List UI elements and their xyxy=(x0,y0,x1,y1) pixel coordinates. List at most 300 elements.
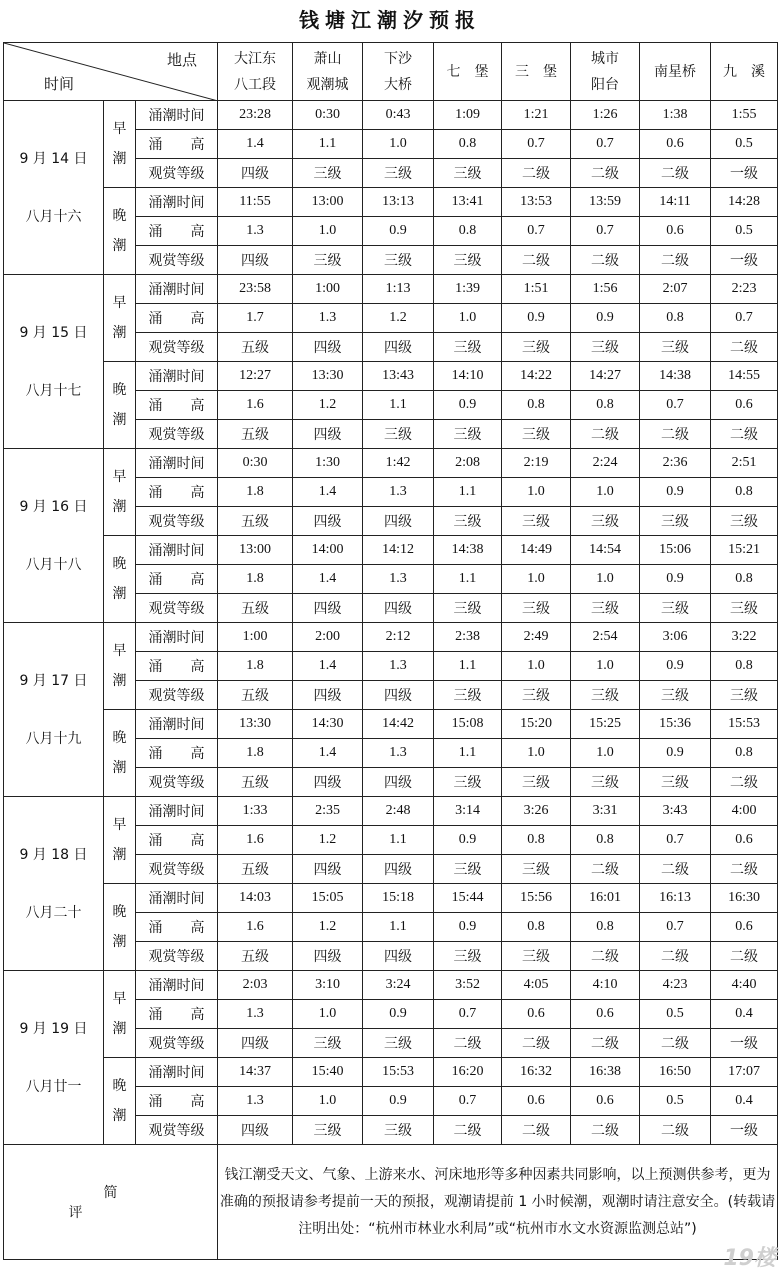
value-cell: 二级 xyxy=(502,159,571,188)
lunar-date: 八月廿一 xyxy=(25,1078,82,1095)
value-cell: 3:43 xyxy=(640,797,711,826)
row-label: 观赏等级 xyxy=(136,855,218,884)
session-char: 晚 xyxy=(112,730,127,746)
value-cell: 四级 xyxy=(363,681,434,710)
value-cell: 0.6 xyxy=(640,217,711,246)
row-label: 涌潮时间 xyxy=(136,101,218,130)
value-cell: 三级 xyxy=(640,594,711,623)
value-cell: 1.4 xyxy=(293,652,363,681)
value-cell: 2:38 xyxy=(434,623,502,652)
value-cell: 14:03 xyxy=(218,884,293,913)
value-cell: 15:53 xyxy=(711,710,778,739)
value-cell: 16:32 xyxy=(502,1058,571,1087)
row-label: 涌 高 xyxy=(136,565,218,594)
value-cell: 1.1 xyxy=(434,478,502,507)
value-cell: 三级 xyxy=(293,246,363,275)
value-cell: 15:56 xyxy=(502,884,571,913)
value-cell: 三级 xyxy=(293,1116,363,1145)
session-char: 晚 xyxy=(112,382,127,398)
value-cell: 13:30 xyxy=(218,710,293,739)
location-name-line: 阳台 xyxy=(591,76,620,93)
value-cell: 1.3 xyxy=(363,652,434,681)
value-cell: 1.3 xyxy=(218,1000,293,1029)
value-cell: 二级 xyxy=(711,942,778,971)
value-cell: 14:54 xyxy=(571,536,640,565)
value-cell: 1.0 xyxy=(434,304,502,333)
value-cell: 1.6 xyxy=(218,913,293,942)
value-cell: 0.7 xyxy=(640,913,711,942)
value-cell: 2:23 xyxy=(711,275,778,304)
value-cell: 五级 xyxy=(218,855,293,884)
session-label xyxy=(104,449,136,536)
value-cell: 1.0 xyxy=(363,130,434,159)
value-cell: 4:00 xyxy=(711,797,778,826)
value-cell: 0.7 xyxy=(434,1000,502,1029)
value-cell: 1:33 xyxy=(218,797,293,826)
row-label: 涌潮时间 xyxy=(136,275,218,304)
value-cell: 15:06 xyxy=(640,536,711,565)
row-label: 观赏等级 xyxy=(136,768,218,797)
value-cell: 三级 xyxy=(434,768,502,797)
value-cell: 15:36 xyxy=(640,710,711,739)
date-cell xyxy=(4,449,104,623)
value-cell: 1.4 xyxy=(293,478,363,507)
value-cell: 二级 xyxy=(640,246,711,275)
value-cell: 1.3 xyxy=(363,478,434,507)
location-header xyxy=(293,43,363,101)
value-cell: 15:44 xyxy=(434,884,502,913)
value-cell: 0.8 xyxy=(711,478,778,507)
data-row xyxy=(4,710,778,739)
value-cell: 三级 xyxy=(434,942,502,971)
lunar-date: 八月十八 xyxy=(25,556,82,573)
value-cell: 14:12 xyxy=(363,536,434,565)
value-cell: 四级 xyxy=(218,246,293,275)
value-cell: 1:30 xyxy=(293,449,363,478)
location-name-line: 大桥 xyxy=(384,76,413,93)
session-char: 晚 xyxy=(112,904,127,920)
row-label: 观赏等级 xyxy=(136,1116,218,1145)
value-cell: 14:27 xyxy=(571,362,640,391)
value-cell: 13:43 xyxy=(363,362,434,391)
value-cell: 二级 xyxy=(502,246,571,275)
value-cell: 1:39 xyxy=(434,275,502,304)
value-cell: 二级 xyxy=(434,1116,502,1145)
value-cell: 一级 xyxy=(711,159,778,188)
session-char: 早 xyxy=(112,817,127,833)
value-cell: 三级 xyxy=(571,681,640,710)
value-cell: 1.2 xyxy=(363,304,434,333)
session-char: 潮 xyxy=(112,1021,127,1037)
value-cell: 1.4 xyxy=(218,130,293,159)
value-cell: 13:59 xyxy=(571,188,640,217)
value-cell: 14:00 xyxy=(293,536,363,565)
row-label: 涌 高 xyxy=(136,826,218,855)
value-cell: 1.3 xyxy=(218,1087,293,1116)
value-cell: 1:00 xyxy=(218,623,293,652)
row-label: 涌潮时间 xyxy=(136,623,218,652)
value-cell: 16:20 xyxy=(434,1058,502,1087)
value-cell: 三级 xyxy=(711,681,778,710)
value-cell: 0.8 xyxy=(502,826,571,855)
session-char: 早 xyxy=(112,991,127,1007)
value-cell: 0.8 xyxy=(711,652,778,681)
location-name-line: 大江东 xyxy=(234,50,277,67)
date-cell xyxy=(4,101,104,275)
session-char: 潮 xyxy=(112,499,127,515)
value-cell: 三级 xyxy=(434,246,502,275)
date-spacer xyxy=(4,170,103,206)
value-cell: 1:00 xyxy=(293,275,363,304)
value-cell: 0.8 xyxy=(711,565,778,594)
row-label: 涌 高 xyxy=(136,478,218,507)
value-cell: 1.1 xyxy=(363,826,434,855)
row-label: 涌潮时间 xyxy=(136,884,218,913)
value-cell: 14:38 xyxy=(640,362,711,391)
value-cell: 一级 xyxy=(711,1029,778,1058)
session-char: 潮 xyxy=(112,760,127,776)
value-cell: 四级 xyxy=(293,942,363,971)
value-cell: 1.0 xyxy=(502,565,571,594)
session-label xyxy=(104,971,136,1058)
value-cell: 0.6 xyxy=(571,1000,640,1029)
row-label: 涌 高 xyxy=(136,739,218,768)
date-cell xyxy=(4,971,104,1145)
row-label: 涌潮时间 xyxy=(136,536,218,565)
session-label xyxy=(104,275,136,362)
value-cell: 15:20 xyxy=(502,710,571,739)
value-cell: 二级 xyxy=(640,1029,711,1058)
session-char: 潮 xyxy=(112,412,127,428)
date-spacer xyxy=(4,692,103,728)
value-cell: 二级 xyxy=(711,333,778,362)
value-cell: 三级 xyxy=(571,768,640,797)
value-cell: 1.8 xyxy=(218,565,293,594)
value-cell: 0.9 xyxy=(502,304,571,333)
location-header xyxy=(640,43,711,101)
value-cell: 0.8 xyxy=(640,304,711,333)
value-cell: 三级 xyxy=(363,420,434,449)
row-label: 涌潮时间 xyxy=(136,710,218,739)
value-cell: 二级 xyxy=(711,768,778,797)
row-label: 观赏等级 xyxy=(136,333,218,362)
value-cell: 0.9 xyxy=(434,826,502,855)
value-cell: 五级 xyxy=(218,594,293,623)
value-cell: 三级 xyxy=(293,1029,363,1058)
date-spacer xyxy=(4,344,103,380)
row-label: 涌潮时间 xyxy=(136,1058,218,1087)
value-cell: 1.0 xyxy=(571,565,640,594)
value-cell: 四级 xyxy=(293,855,363,884)
value-cell: 1.1 xyxy=(363,391,434,420)
session-char: 晚 xyxy=(112,208,127,224)
value-cell: 二级 xyxy=(502,1116,571,1145)
value-cell: 0.8 xyxy=(571,913,640,942)
value-cell: 0.8 xyxy=(571,826,640,855)
value-cell: 四级 xyxy=(293,768,363,797)
value-cell: 0.7 xyxy=(640,826,711,855)
value-cell: 0.5 xyxy=(711,217,778,246)
session-char: 潮 xyxy=(112,1108,127,1124)
value-cell: 三级 xyxy=(434,159,502,188)
value-cell: 2:12 xyxy=(363,623,434,652)
value-cell: 四级 xyxy=(363,768,434,797)
value-cell: 1.6 xyxy=(218,826,293,855)
value-cell: 16:01 xyxy=(571,884,640,913)
value-cell: 0.9 xyxy=(640,739,711,768)
value-cell: 二级 xyxy=(571,855,640,884)
session-label xyxy=(104,188,136,275)
value-cell: 三级 xyxy=(434,507,502,536)
value-cell: 14:37 xyxy=(218,1058,293,1087)
value-cell: 三级 xyxy=(363,246,434,275)
value-cell: 16:30 xyxy=(711,884,778,913)
location-name-line: 下沙 xyxy=(384,50,413,67)
value-cell: 三级 xyxy=(571,594,640,623)
value-cell: 0.6 xyxy=(711,913,778,942)
value-cell: 1.3 xyxy=(363,739,434,768)
value-cell: 1.4 xyxy=(293,565,363,594)
row-label: 涌 高 xyxy=(136,652,218,681)
value-cell: 3:26 xyxy=(502,797,571,826)
session-char: 晚 xyxy=(112,1078,127,1094)
value-cell: 14:22 xyxy=(502,362,571,391)
value-cell: 四级 xyxy=(293,507,363,536)
value-cell: 0.8 xyxy=(711,739,778,768)
data-row xyxy=(4,449,778,478)
value-cell: 1.1 xyxy=(434,652,502,681)
value-cell: 五级 xyxy=(218,768,293,797)
value-cell: 四级 xyxy=(363,333,434,362)
value-cell: 三级 xyxy=(434,855,502,884)
table-body xyxy=(4,43,778,1260)
date-cell xyxy=(4,623,104,797)
session-char: 早 xyxy=(112,121,127,137)
value-cell: 二级 xyxy=(640,942,711,971)
value-cell: 1:55 xyxy=(711,101,778,130)
value-cell: 2:07 xyxy=(640,275,711,304)
value-cell: 二级 xyxy=(711,420,778,449)
value-cell: 三级 xyxy=(434,594,502,623)
row-label: 涌潮时间 xyxy=(136,797,218,826)
value-cell: 1.3 xyxy=(363,565,434,594)
row-label: 观赏等级 xyxy=(136,681,218,710)
value-cell: 15:18 xyxy=(363,884,434,913)
value-cell: 三级 xyxy=(363,1116,434,1145)
value-cell: 四级 xyxy=(363,507,434,536)
value-cell: 1.8 xyxy=(218,652,293,681)
value-cell: 0:43 xyxy=(363,101,434,130)
value-cell: 14:49 xyxy=(502,536,571,565)
value-cell: 2:24 xyxy=(571,449,640,478)
value-cell: 二级 xyxy=(571,942,640,971)
value-cell: 四级 xyxy=(218,1029,293,1058)
page-title: 钱塘江潮汐预报 xyxy=(299,8,481,32)
value-cell: 0:30 xyxy=(293,101,363,130)
session-label xyxy=(104,623,136,710)
value-cell: 三级 xyxy=(363,1029,434,1058)
value-cell: 23:28 xyxy=(218,101,293,130)
value-cell: 2:51 xyxy=(711,449,778,478)
data-row xyxy=(4,188,778,217)
lunar-date: 八月十七 xyxy=(25,382,82,399)
value-cell: 13:13 xyxy=(363,188,434,217)
value-cell: 2:00 xyxy=(293,623,363,652)
value-cell: 0.7 xyxy=(640,391,711,420)
lunar-date: 八月十六 xyxy=(25,208,82,225)
value-cell: 0.9 xyxy=(640,478,711,507)
value-cell: 1.1 xyxy=(293,130,363,159)
session-char: 潮 xyxy=(112,847,127,863)
value-cell: 0:30 xyxy=(218,449,293,478)
value-cell: 15:05 xyxy=(293,884,363,913)
value-cell: 四级 xyxy=(363,942,434,971)
value-cell: 0.7 xyxy=(571,130,640,159)
data-row xyxy=(4,362,778,391)
value-cell: 2:08 xyxy=(434,449,502,478)
value-cell: 14:38 xyxy=(434,536,502,565)
value-cell: 14:11 xyxy=(640,188,711,217)
value-cell: 二级 xyxy=(571,1029,640,1058)
row-label: 观赏等级 xyxy=(136,246,218,275)
value-cell: 1.0 xyxy=(571,652,640,681)
value-cell: 15:21 xyxy=(711,536,778,565)
value-cell: 15:40 xyxy=(293,1058,363,1087)
data-row xyxy=(4,536,778,565)
value-cell: 三级 xyxy=(640,333,711,362)
value-cell: 二级 xyxy=(711,855,778,884)
row-label: 观赏等级 xyxy=(136,1029,218,1058)
value-cell: 二级 xyxy=(434,1029,502,1058)
value-cell: 1:42 xyxy=(363,449,434,478)
location-header xyxy=(363,43,434,101)
value-cell: 1.6 xyxy=(218,391,293,420)
session-label xyxy=(104,884,136,971)
date-spacer xyxy=(4,1040,103,1076)
session-label xyxy=(104,710,136,797)
value-cell: 四级 xyxy=(293,420,363,449)
value-cell: 1.1 xyxy=(434,565,502,594)
value-cell: 15:08 xyxy=(434,710,502,739)
row-label: 涌 高 xyxy=(136,1087,218,1116)
data-row xyxy=(4,1058,778,1087)
remark-label: 简评 xyxy=(4,1145,218,1260)
value-cell: 0.8 xyxy=(502,391,571,420)
value-cell: 0.7 xyxy=(571,217,640,246)
data-row xyxy=(4,971,778,1000)
data-row xyxy=(4,101,778,130)
value-cell: 0.6 xyxy=(571,1087,640,1116)
value-cell: 三级 xyxy=(711,507,778,536)
value-cell: 三级 xyxy=(434,420,502,449)
value-cell: 4:23 xyxy=(640,971,711,1000)
value-cell: 1:13 xyxy=(363,275,434,304)
value-cell: 14:55 xyxy=(711,362,778,391)
value-cell: 0.4 xyxy=(711,1087,778,1116)
value-cell: 0.4 xyxy=(711,1000,778,1029)
solar-date: 9 月 15 日 xyxy=(19,324,88,341)
value-cell: 1.0 xyxy=(293,217,363,246)
value-cell: 0.6 xyxy=(502,1087,571,1116)
value-cell: 1.0 xyxy=(293,1087,363,1116)
value-cell: 1.7 xyxy=(218,304,293,333)
value-cell: 0.8 xyxy=(571,391,640,420)
value-cell: 3:06 xyxy=(640,623,711,652)
value-cell: 12:27 xyxy=(218,362,293,391)
date-spacer xyxy=(4,866,103,902)
value-cell: 14:10 xyxy=(434,362,502,391)
value-cell: 五级 xyxy=(218,420,293,449)
solar-date: 9 月 14 日 xyxy=(19,150,88,167)
value-cell: 三级 xyxy=(434,333,502,362)
value-cell: 4:40 xyxy=(711,971,778,1000)
row-label: 涌 高 xyxy=(136,1000,218,1029)
lunar-date: 八月十九 xyxy=(25,730,82,747)
value-cell: 1.3 xyxy=(218,217,293,246)
value-cell: 五级 xyxy=(218,681,293,710)
value-cell: 三级 xyxy=(502,333,571,362)
value-cell: 0.7 xyxy=(502,217,571,246)
value-cell: 1:51 xyxy=(502,275,571,304)
value-cell: 三级 xyxy=(571,333,640,362)
value-cell: 1.0 xyxy=(502,652,571,681)
value-cell: 0.6 xyxy=(711,826,778,855)
value-cell: 四级 xyxy=(218,1116,293,1145)
row-label: 观赏等级 xyxy=(136,420,218,449)
value-cell: 四级 xyxy=(293,681,363,710)
value-cell: 1.1 xyxy=(434,739,502,768)
session-char: 潮 xyxy=(112,238,127,254)
value-cell: 3:24 xyxy=(363,971,434,1000)
data-row xyxy=(4,884,778,913)
value-cell: 13:00 xyxy=(218,536,293,565)
row-label: 涌 高 xyxy=(136,391,218,420)
value-cell: 16:13 xyxy=(640,884,711,913)
value-cell: 四级 xyxy=(363,855,434,884)
value-cell: 1.1 xyxy=(363,913,434,942)
value-cell: 1:26 xyxy=(571,101,640,130)
value-cell: 16:38 xyxy=(571,1058,640,1087)
value-cell: 1:38 xyxy=(640,101,711,130)
value-cell: 二级 xyxy=(502,1029,571,1058)
row-label: 涌潮时间 xyxy=(136,188,218,217)
value-cell: 二级 xyxy=(640,159,711,188)
value-cell: 三级 xyxy=(502,420,571,449)
value-cell: 14:30 xyxy=(293,710,363,739)
value-cell: 1.0 xyxy=(571,478,640,507)
location-header xyxy=(711,43,778,101)
value-cell: 四级 xyxy=(293,333,363,362)
row-label: 观赏等级 xyxy=(136,159,218,188)
value-cell: 3:22 xyxy=(711,623,778,652)
value-cell: 三级 xyxy=(363,159,434,188)
value-cell: 三级 xyxy=(640,768,711,797)
value-cell: 1.0 xyxy=(502,478,571,507)
value-cell: 三级 xyxy=(640,681,711,710)
corner-time-label: 时间 xyxy=(44,75,75,93)
value-cell: 0.7 xyxy=(711,304,778,333)
value-cell: 三级 xyxy=(502,594,571,623)
value-cell: 13:00 xyxy=(293,188,363,217)
value-cell: 五级 xyxy=(218,942,293,971)
value-cell: 1.2 xyxy=(293,391,363,420)
value-cell: 2:54 xyxy=(571,623,640,652)
value-cell: 2:48 xyxy=(363,797,434,826)
value-cell: 四级 xyxy=(218,159,293,188)
value-cell: 三级 xyxy=(502,855,571,884)
date-spacer xyxy=(4,518,103,554)
value-cell: 23:58 xyxy=(218,275,293,304)
